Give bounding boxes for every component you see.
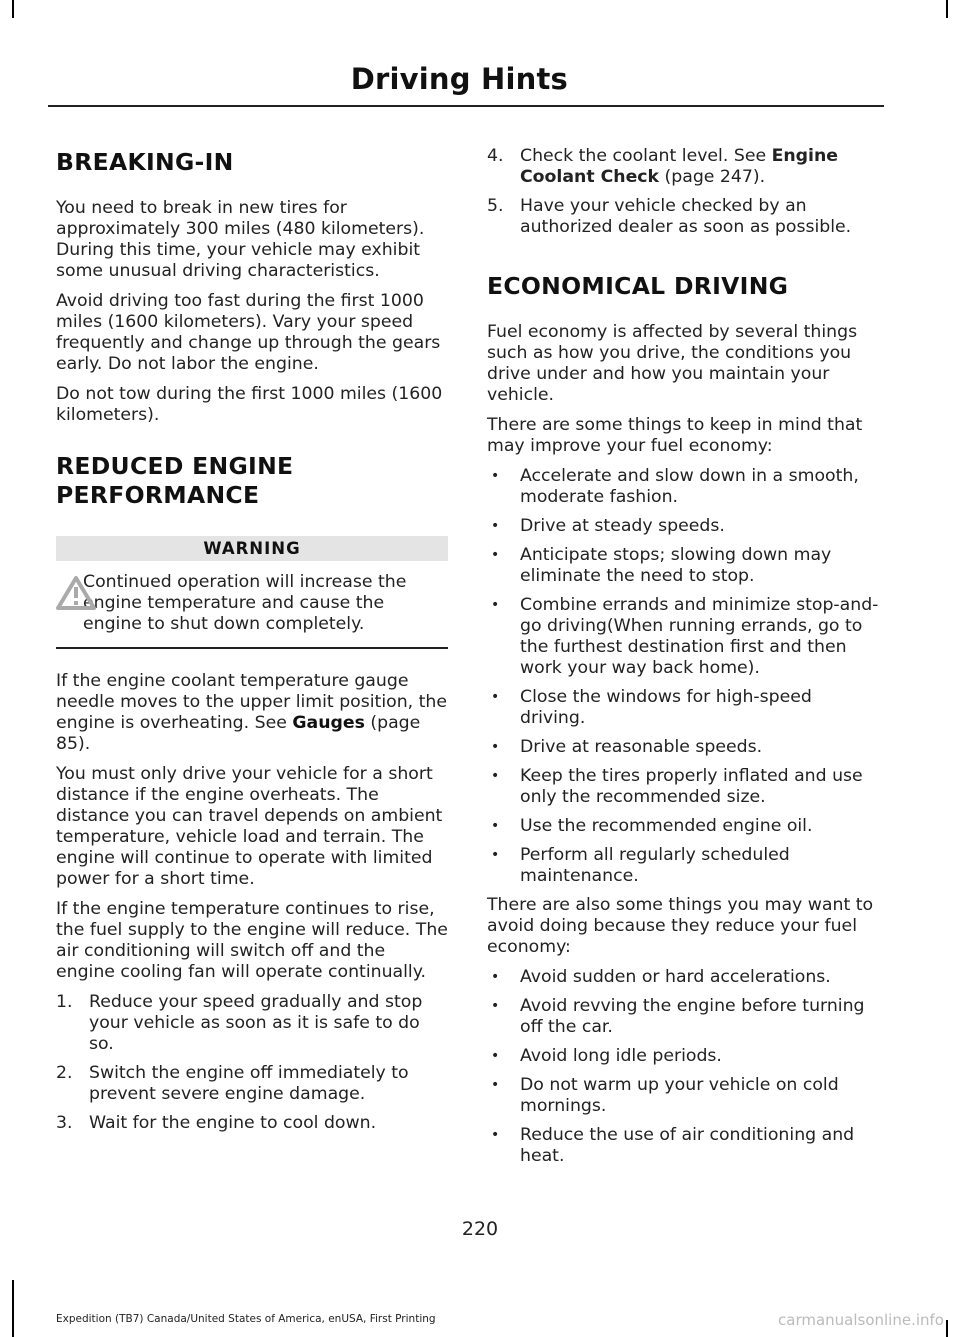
bullet-marker: • [491, 998, 500, 1014]
bullet-marker: • [491, 547, 500, 563]
bullet-item [487, 766, 882, 808]
warning-text: Continued operation will increase the engine temperature and cause the engine to shut down completely. [83, 572, 407, 634]
numbered-step [487, 146, 882, 188]
bullet-text: Combine errands and minimize stop-and-go driving(When running errands, go to the furthest destination first and then work your way back home). [520, 595, 879, 678]
section-heading-breaking-in: BREAKING-IN [56, 148, 234, 176]
bullet-marker: • [491, 468, 500, 484]
bullet-text: Keep the tires properly inflated and use only the recommended size. [520, 766, 863, 807]
numbered-step [56, 992, 448, 1055]
bullet-text: Reduce the use of air conditioning and heat. [520, 1125, 855, 1166]
crop-mark-bottom-left [12, 1280, 14, 1337]
warning-body [56, 561, 448, 649]
paragraph: You must only drive your vehicle for a short distance if the engine overheats. The distance you can travel depends on ambient temperature, vehicle load and terrain. The engine will continue to operate with limited power for a short time. [56, 764, 443, 889]
paragraph: There are some things to keep in mind that may improve your fuel economy: [487, 415, 863, 456]
numbered-step [487, 196, 882, 238]
section-heading-reduced-engine [56, 452, 448, 510]
bullet-marker: • [491, 818, 500, 834]
bullet-marker: • [491, 847, 500, 863]
bullet-item [487, 967, 882, 988]
bullet-text: Accelerate and slow down in a smooth, moderate fashion. [520, 466, 859, 507]
bullet-item [487, 737, 882, 758]
bullet-item [487, 595, 882, 679]
paragraph: Fuel economy is affected by several things such as how you drive, the conditions you drive under and how you maintain your vehicle. [487, 322, 858, 405]
crop-mark-top-right [946, 0, 948, 18]
heading-line: PERFORMANCE [56, 481, 260, 509]
bullet-item [487, 845, 882, 887]
bullet-marker: • [491, 518, 500, 534]
bullet-text: Avoid revving the engine before turning off the car. [520, 996, 865, 1037]
left-column [56, 148, 448, 1142]
bullet-marker: • [491, 739, 500, 755]
bullet-text: Drive at steady speeds. [520, 516, 725, 536]
bullet-text: Close the windows for high-speed driving. [520, 687, 812, 728]
numbered-step [56, 1063, 448, 1105]
paragraph-text: (page 85). [56, 713, 421, 754]
step-text: Reduce your speed gradually and stop your vehicle as soon as it is safe to do so. [89, 992, 423, 1054]
bullet-marker: • [491, 969, 500, 985]
warning-label: WARNING [56, 536, 448, 561]
bullet-text: Perform all regularly scheduled maintenance. [520, 845, 790, 886]
bullet-text: Anticipate stops; slowing down may eliminate the need to stop. [520, 545, 832, 586]
bullet-item [487, 996, 882, 1038]
step-text: Wait for the engine to cool down. [89, 1113, 377, 1133]
cross-reference-link[interactable]: Gauges [292, 713, 365, 733]
crop-mark-top-left [12, 0, 14, 18]
page-header-title: Driving Hints [350, 62, 568, 96]
bullet-item [487, 687, 882, 729]
paragraph: Avoid driving too fast during the first 1000 miles (1600 kilometers). Vary your speed frequently and change up through the gears early. Do not labor the engine. [56, 291, 441, 374]
bullet-item [487, 516, 882, 537]
bullet-marker: • [491, 597, 500, 613]
paragraph: There are also some things you may want to avoid doing because they reduce your fuel economy: [487, 895, 874, 957]
step-number: 3. [56, 1113, 73, 1133]
paragraph: Do not tow during the first 1000 miles (1600 kilometers). [56, 384, 443, 425]
header-rule [48, 105, 884, 107]
step-number: 1. [56, 992, 73, 1012]
paragraph [56, 671, 448, 755]
bullet-marker: • [491, 1077, 500, 1093]
paragraph-text: If the engine coolant temperature gauge needle moves to the upper limit position, the engine is overheating. See [56, 671, 447, 733]
bullet-item [487, 466, 882, 508]
avoid-list [487, 967, 882, 1167]
numbered-step [56, 1113, 448, 1134]
warning-box [56, 536, 448, 649]
watermark: carmanualsonline.info [778, 1311, 944, 1329]
footer-text: Expedition (TB7) Canada/United States of America, enUSA, First Printing [56, 1313, 436, 1325]
heading-line: REDUCED ENGINE [56, 452, 294, 480]
bullet-item [487, 1046, 882, 1067]
bullet-text: Avoid long idle periods. [520, 1046, 722, 1066]
bullet-text: Avoid sudden or hard accelerations. [520, 967, 831, 987]
warning-triangle-icon [56, 575, 96, 611]
step-number: 5. [487, 196, 504, 216]
bullet-text: Do not warm up your vehicle on cold mornings. [520, 1075, 839, 1116]
bullet-text: Drive at reasonable speeds. [520, 737, 763, 757]
bullet-marker: • [491, 768, 500, 784]
bullet-marker: • [491, 1127, 500, 1143]
bullet-item [487, 1125, 882, 1167]
step-text: (page 247). [659, 167, 766, 187]
paragraph: You need to break in new tires for approximately 300 miles (480 kilometers). During this time, your vehicle may exhibit some unusual driving characteristics. [56, 198, 425, 281]
bullet-text: Use the recommended engine oil. [520, 816, 813, 836]
tips-list [487, 466, 882, 887]
section-heading-economical-driving: ECONOMICAL DRIVING [487, 272, 789, 300]
step-text: Have your vehicle checked by an authorized dealer as soon as possible. [520, 196, 852, 237]
step-number: 2. [56, 1063, 73, 1083]
paragraph: If the engine temperature continues to rise, the fuel supply to the engine will reduce. The air conditioning will switch off and the engine cooling fan will operate continually. [56, 899, 448, 982]
bullet-item [487, 545, 882, 587]
page-number: 220 [461, 1218, 499, 1240]
step-number: 4. [487, 146, 504, 166]
bullet-marker: • [491, 1048, 500, 1064]
step-text: Check the coolant level. See [520, 146, 772, 166]
bullet-marker: • [491, 689, 500, 705]
cross-reference-link[interactable]: Engine Coolant Check [520, 146, 839, 187]
right-column [487, 146, 882, 1175]
crop-mark-bottom-right [946, 1320, 948, 1337]
bullet-item [487, 816, 882, 837]
step-text: Switch the engine off immediately to prevent severe engine damage. [89, 1063, 409, 1104]
bullet-item [487, 1075, 882, 1117]
